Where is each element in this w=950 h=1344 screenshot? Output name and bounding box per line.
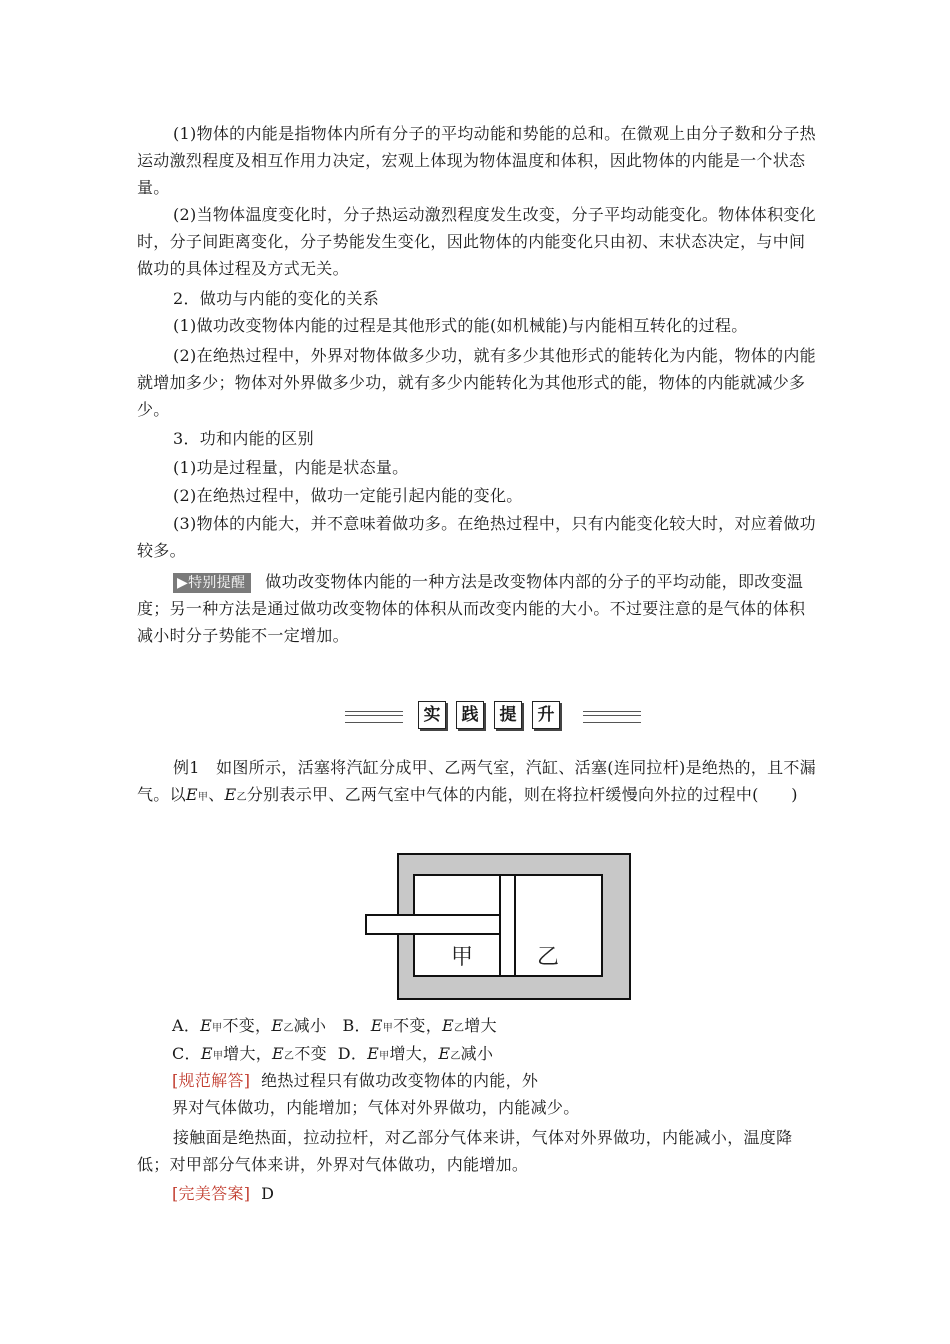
paragraph-internal-energy-state: (2)当物体温度变化时，分子热运动激烈程度发生改变，分子平均动能变化。物体体积变化时，分子间距离变化，分子势能发生变化，因此物体的内能变化只由初、末状态决定，与中间做功的具体过程及方式无关。 (137, 205, 816, 278)
solution-line-2: 界对气体做功，内能增加；气体对外界做功，内能减少。 (172, 1098, 580, 1117)
option-c: C．E甲增大，E乙不变 (172, 1044, 327, 1063)
example-question: 例1 如图所示，活塞将汽缸分成甲、乙两气室，汽缸、活塞(连同拉杆)是绝热的，且不漏气。以E甲、E乙分别表示甲、乙两气室中气体的内能，则在将拉杆缓慢向外拉的过程中( ) (137, 758, 816, 804)
banner-title (418, 701, 560, 729)
paragraph-adiabatic-work: (2)在绝热过程中，外界对物体做多少功，就有多少其他形式的能转化为内能，物体的内能就增加多少；物体对外界做多少功，就有多少内能转化为其他形式的能，物体的内能就减少多少。 (137, 346, 816, 419)
pull-rod (366, 915, 500, 934)
cylinder-piston-diagram (357, 840, 632, 1010)
section-banner (345, 700, 645, 734)
paragraph-work-conversion: (1)做功改变物体内能的过程是其他形式的能(如机械能)与内能相互转化的过程。 (173, 316, 748, 335)
heading-work-and-energy: 2．做功与内能的变化的关系 (173, 289, 380, 308)
banner-right-lines (583, 711, 641, 723)
paragraph-internal-energy-definition: (1)物体的内能是指物体内所有分子的平均动能和势能的总和。在微观上由分子数和分子热运动激烈程度及相互作用力决定，宏观上体现为物体温度和体积，因此物体的内能是一个状态量。 (137, 124, 816, 197)
option-d: D．E甲增大，E乙减小 (337, 1044, 494, 1063)
banner-char: 升 (532, 701, 560, 729)
paragraph-energy-not-work: (3)物体的内能大，并不意味着做功多。在绝热过程中，只有内能变化较大时，对应着做功较多。 (137, 514, 816, 560)
banner-char: 实 (418, 701, 446, 729)
special-reminder (137, 568, 817, 649)
banner-left-lines (345, 711, 403, 723)
answer-label: [完美答案] (172, 1184, 251, 1203)
options-row-2 (172, 1040, 812, 1070)
special-reminder-badge: ▶特别提醒 (173, 573, 251, 593)
banner-char: 践 (456, 701, 484, 729)
answer-line (172, 1180, 812, 1207)
paragraph-process-state: (1)功是过程量，内能是状态量。 (173, 458, 409, 477)
piston (500, 875, 515, 976)
heading-work-vs-energy: 3．功和内能的区别 (173, 429, 314, 448)
option-b: B．E甲不变，E乙增大 (342, 1016, 497, 1035)
banner-char: 提 (494, 701, 522, 729)
solution-label: [规范解答] (172, 1071, 251, 1090)
solution-paragraph: 接触面是绝热面，拉动拉杆，对乙部分气体来讲，气体对外界做功，内能减小，温度降低；对甲部分气体来讲，外界对气体做功，内能增加。 (137, 1128, 793, 1174)
special-reminder-text: 做功改变物体内能的一种方法是改变物体内部的分子的平均动能，即改变温度；另一种方法是通过做功改变物体的体积从而改变内能的大小。不过要注意的是气体的体积减小时分子势能不一定增加。 (137, 572, 806, 645)
answer-value: D (261, 1184, 275, 1203)
option-a: A．E甲不变，E乙减小 (172, 1016, 327, 1035)
chamber-jia-label: 甲 (450, 945, 474, 970)
options-row-1 (172, 1012, 812, 1042)
paragraph-adiabatic-change: (2)在绝热过程中，做功一定能引起内能的变化。 (173, 486, 523, 505)
solution-line-1: [规范解答] 绝热过程只有做功改变物体的内能，外 (172, 1071, 539, 1090)
chamber-yi-label: 乙 (536, 945, 560, 970)
